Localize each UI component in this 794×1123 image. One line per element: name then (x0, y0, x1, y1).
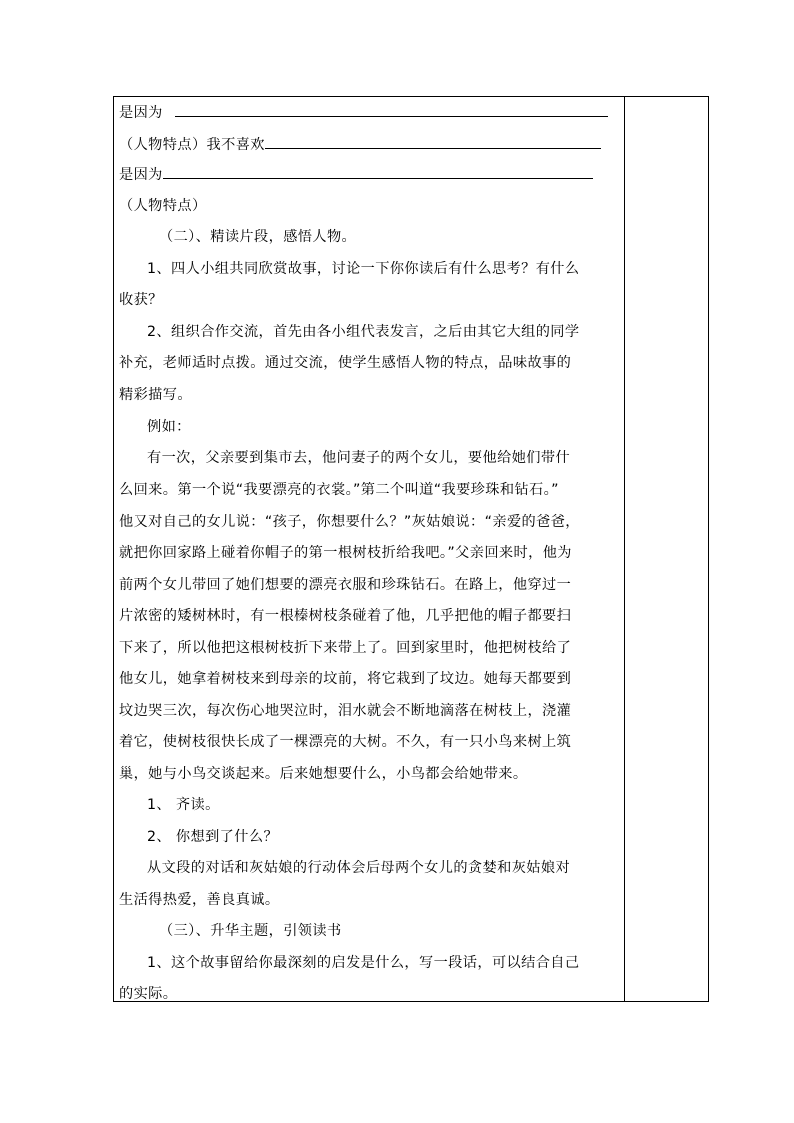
section-heading: （三）、升华主题，引领读书 (159, 923, 342, 939)
section-heading: （二）、精读片段，感悟人物。 (159, 229, 357, 245)
passage-line: 他女儿，她拿着树枝来到母亲的坟前，将它栽到了坟边。她每天都要到 (119, 671, 572, 687)
paragraph-line: 2、组织合作交流，首先由各小组代表发言，之后由其它大组的同学 (147, 324, 580, 340)
passage-line: 坟边哭三次，每次伤心地哭泣时，泪水就会不断地滴落在树枝上，浇灌 (119, 703, 572, 719)
fill-in-line-4: （人物特点） (119, 198, 207, 214)
paragraph-line: 的实际。 (119, 986, 178, 1002)
passage-line: 前两个女儿带回了她们想要的漂亮衣服和珍珠钻石。在路上，他穿过一 (119, 577, 572, 593)
passage-line: 下来了，所以他把这根树枝折下来带上了。回到家里时，他把树枝给了 (119, 640, 572, 656)
step-line: 1、 齐读。 (147, 797, 220, 813)
fill-in-line-2 (119, 134, 601, 155)
passage-line: 有一次，父亲要到集市去，他问妻子的两个女儿，要他给她们带什 (147, 450, 571, 466)
paragraph-line: 1、这个故事留给你最深刻的启发是什么，写一段话，可以结合自己 (147, 955, 580, 971)
passage-line: 巢，她与小鸟交谈起来。后来她想要什么，小鸟都会给她带来。 (119, 766, 528, 782)
passage-line: 就把你回家路上碰着你帽子的第一根树枝折给我吧。”父亲回来时，他为 (119, 545, 572, 561)
paragraph-line: 精彩描写。 (119, 387, 192, 403)
step-line: 2、 你想到了什么？ (147, 829, 279, 845)
passage-line: 么回来。第一个说“我要漂亮的衣裳。”第二个叫道“我要珍珠和钻石。” (119, 482, 559, 498)
fill-in-prefix: （人物特点）我不喜欢 (119, 137, 265, 153)
answer-blank (265, 134, 601, 149)
paragraph-line: 补充，老师适时点拨。通过交流，使学生感悟人物的特点，品味故事的 (119, 355, 572, 371)
passage-line: 片浓密的矮树林时，有一根榛树枝条碰着了他，几乎把他的帽子都要扫 (119, 608, 572, 624)
fill-in-line-1 (119, 102, 608, 123)
paragraph-line: 收获？ (119, 292, 163, 308)
example-label: 例如： (147, 419, 191, 435)
answer-blank (175, 102, 608, 117)
fill-in-prefix: 是因为 (119, 105, 163, 121)
paragraph-line: 1、四人小组共同欣赏故事，讨论一下你你读后有什么思考？有什么 (147, 261, 580, 277)
answer-blank (163, 164, 593, 179)
fill-in-prefix: 是因为 (119, 167, 163, 183)
paragraph-line: 从文段的对话和灰姑娘的行动体会后母两个女儿的贪婪和灰姑娘对 (147, 860, 571, 876)
paragraph-line: 生活得热爱，善良真诚。 (119, 892, 280, 908)
notes-column (625, 97, 708, 1001)
fill-in-line-3 (119, 164, 593, 185)
passage-line: 他又对自己的女儿说：“孩子，你想要什么？”灰姑娘说：“亲爱的爸爸， (119, 514, 580, 530)
passage-line: 着它，使树枝很快长成了一棵漂亮的大树。不久，有一只小鸟来树上筑 (119, 734, 572, 750)
